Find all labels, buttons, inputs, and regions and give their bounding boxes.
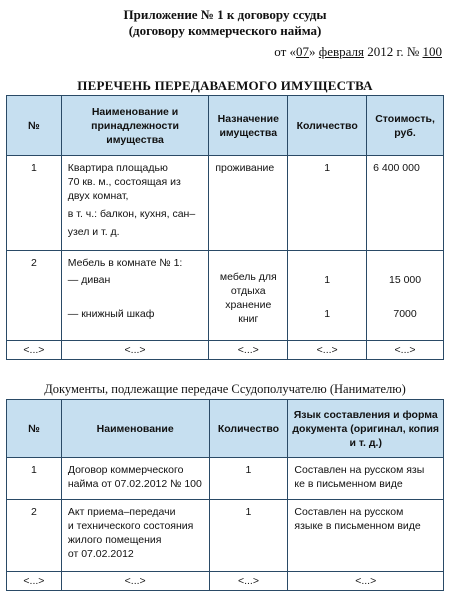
col-cost: Стоимость, руб. — [367, 96, 444, 156]
row-number: 1 — [7, 156, 62, 251]
row-quantity: 1 1 — [288, 251, 367, 341]
document-header — [0, 7, 450, 39]
header-year: 2012 — [363, 44, 394, 59]
col-quantity: Количество — [288, 96, 367, 156]
col-purpose: Назначение имущества — [209, 96, 288, 156]
row-number: 1 — [7, 458, 62, 500]
col-number: № — [7, 96, 62, 156]
documents-table-header — [7, 400, 444, 458]
row-cost: 15 000 7000 — [367, 251, 444, 341]
row-name: Договор коммерческого найма от 07.02.2012 № 100 — [61, 458, 209, 500]
ellipsis-row: <...> <...> <...> <...> <...> — [7, 341, 444, 360]
table-row — [7, 156, 444, 251]
col-quantity: Количество — [209, 400, 288, 458]
property-table-header — [7, 96, 444, 156]
table-row — [7, 251, 444, 341]
row-quantity: 1 — [288, 156, 367, 251]
header-day: 07 — [296, 44, 310, 59]
row-name: Мебель в комнате № 1: — диван — книжный шкаф — [61, 251, 209, 341]
row-number: 2 — [7, 251, 62, 341]
row-quantity: 1 — [209, 458, 288, 500]
col-name: Наименование — [61, 400, 209, 458]
section1-title: ПЕРЕЧЕНЬ ПЕРЕДАВАЕМОГО ИМУЩЕСТВА — [77, 78, 373, 93]
col-number: № — [7, 400, 62, 458]
row-name: Акт приема–передачи и технического состояния жилого помещения от 07.02.2012 — [61, 500, 209, 572]
row-quantity: 1 — [209, 500, 288, 572]
header-line-2: (договору коммерческого найма) — [128, 23, 322, 38]
row-purpose: мебель для отдыха хранение книг — [209, 251, 288, 341]
row-cost: 6 400 000 — [367, 156, 444, 251]
col-language-form: Язык составления и форма документа (оригинал, копия и т. д.) — [288, 400, 444, 458]
documents-table — [6, 399, 444, 591]
header-number: 100 — [422, 44, 442, 59]
ellipsis-row: <...> <...> <...> <...> — [7, 572, 444, 591]
header-date-line: от «07» февраля 2012 г. № 100 — [274, 44, 442, 59]
table-row — [7, 500, 444, 572]
header-line-1: Приложение № 1 к договору ссуды — [123, 7, 327, 22]
section2-title: Документы, подлежащие передаче Ссудополучателю (Нанимателю) — [44, 382, 406, 396]
row-name: Квартира площадью 70 кв. м., состоящая из двух комнат, в т. ч.: балкон, кухня, сан– узел и т. д. — [61, 156, 209, 251]
row-purpose: проживание — [209, 156, 288, 251]
table-row — [7, 458, 444, 500]
row-language-form: Составлен на русском языке в письменном виде — [288, 500, 444, 572]
header-month: февраля — [318, 44, 364, 59]
row-language-form: Составлен на русском язы ке в письменном виде — [288, 458, 444, 500]
col-name: Наименование и принадлежности имущества — [61, 96, 209, 156]
row-number: 2 — [7, 500, 62, 572]
property-table — [6, 95, 444, 360]
